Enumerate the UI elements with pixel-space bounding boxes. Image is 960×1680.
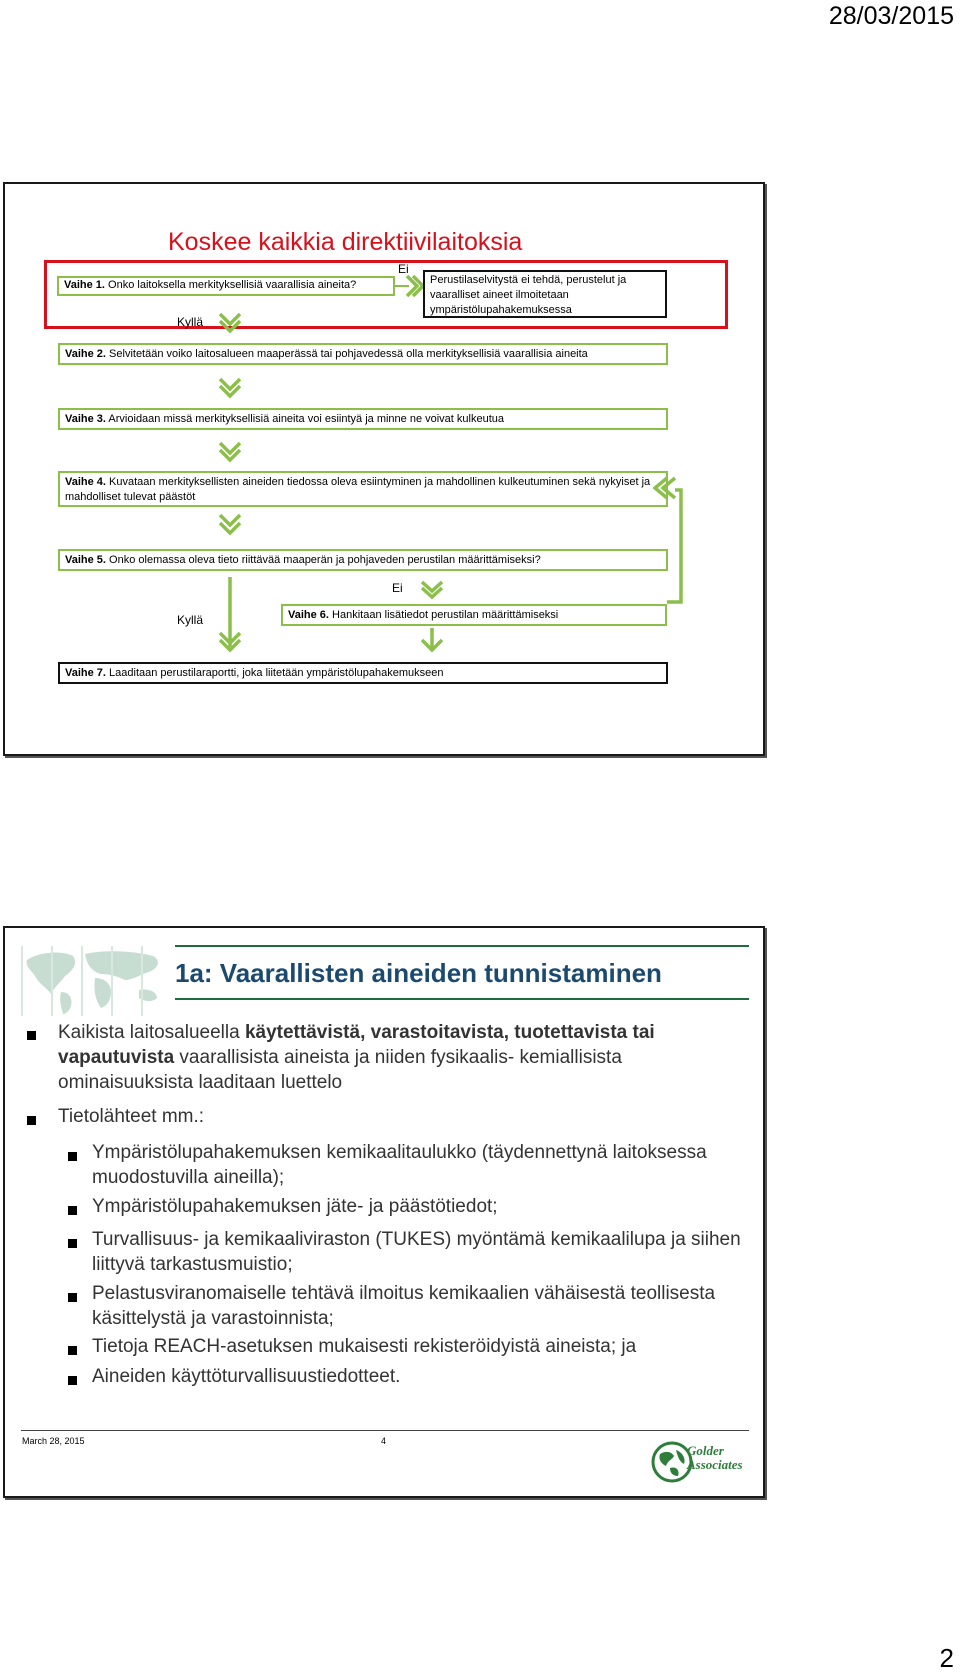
step-3-box: [58, 408, 668, 430]
sub-bullet-2: Ympäristölupahakemuksen jäte- ja päästötiedot;: [92, 1196, 498, 1217]
sub-bullet-6: Aineiden käyttöturvallisuustiedotteet.: [92, 1366, 401, 1387]
title-top-rule: [175, 945, 749, 947]
logo-line-2: Associates: [687, 1457, 743, 1472]
step-6-box: [281, 604, 667, 626]
yes-path-connector: [218, 577, 248, 657]
bullet-1-pre: Kaikista laitosalueella: [58, 1022, 245, 1043]
sub-bullet-marker: [68, 1289, 77, 1307]
arrow-down-icon: [218, 441, 242, 465]
step-6-text: Hankitaan lisätiedot perustilan määrittämiseksi: [328, 609, 559, 621]
step-5-box: [58, 549, 668, 571]
step-5-text: Onko olemassa oleva tieto riittävää maaperän ja pohjaveden perustilan määrittämiseksi?: [105, 554, 541, 566]
sub-bullet-marker: [68, 1202, 77, 1220]
footer-rule: [21, 1430, 749, 1431]
no-label: Ei: [398, 262, 409, 276]
footer-page: 4: [381, 1436, 387, 1446]
step-7-text: Laaditaan perustilaraportti, joka liitetään ympäristölupahakemukseen: [105, 667, 444, 679]
step-3-text: Arvioidaan missä merkityksellisiä aineita voi esiintyä ja minne ne voivat kulkeutua: [105, 413, 505, 425]
bullet-1-post: vaarallisista aineista ja niiden fysikaalis- kemiallisista ominaisuuksista laaditaan luettelo: [58, 1047, 622, 1093]
step-1-prefix: Vaihe 1.: [64, 279, 105, 291]
sub-bullet-3: Turvallisuus- ja kemikaaliviraston (TUKES) myöntämä kemikaalilupa ja siihen liittyvä tarkastusmuistio;: [92, 1229, 741, 1275]
step-4-prefix: Vaihe 4.: [65, 476, 106, 488]
golder-logo-text: [687, 1444, 743, 1472]
text-slide: [3, 926, 765, 1498]
bullet-2: Tietolähteet mm.:: [58, 1106, 205, 1127]
world-map-icon: [21, 946, 171, 1016]
sub-bullet-marker: [68, 1372, 77, 1390]
slide-title: Koskee kaikkia direktiivilaitoksia: [168, 228, 523, 256]
arrow-down-icon: [218, 513, 242, 541]
title-bottom-rule: [175, 998, 749, 1000]
step-5-prefix: Vaihe 5.: [65, 554, 106, 566]
sub-bullet-5: Tietoja REACH-asetuksen mukaisesti rekisteröidyistä aineista; ja: [92, 1336, 637, 1357]
arrow-down-icon: [218, 377, 242, 401]
sub-bullet-1: Ympäristölupahakemuksen kemikaalitaulukko (täydennettynä laitoksessa muodostuvilla aineilla);: [92, 1142, 707, 1188]
sub-bullet-4: Pelastusviranomaiselle tehtävä ilmoitus kemikaalien vähäisestä teollisesta käsittelystä ja varastoinnista;: [92, 1283, 716, 1329]
step-7-box: [58, 662, 668, 684]
step-2-box: [58, 343, 668, 365]
step-3-prefix: Vaihe 3.: [65, 413, 106, 425]
bullet-1-bold: käytettävistä, varastoitavista, tuotettavista tai vapautuvista: [58, 1022, 655, 1068]
page-date: 28/03/2015: [828, 2, 954, 30]
step-2-text: Selvitetään voiko laitosalueen maaperässä tai pohjavedessä olla merkityksellisiä vaarallisia aineita: [105, 348, 588, 360]
loop-connector: [653, 470, 693, 612]
step-1-text: Onko laitoksella merkityksellisiä vaarallisia aineita?: [104, 279, 357, 291]
bullet-1: [58, 1020, 748, 1095]
step-5-yes-label: Kyllä: [177, 613, 204, 627]
step-4-box: [58, 471, 668, 507]
no-result-box: Perustilaselvitystä ei tehdä, perustelut ja vaaralliset aineet ilmoitetaan ympäristölupahakemuksessa: [423, 270, 667, 318]
bullet-marker: [27, 1027, 36, 1045]
sub-bullet-marker: [68, 1235, 77, 1253]
logo-line-1: Golder: [687, 1443, 724, 1458]
arrow-down-icon: [420, 580, 444, 602]
arrow-down-icon: [218, 312, 242, 336]
sub-bullet-marker: [68, 1148, 77, 1166]
step-4-text: Kuvataan merkityksellisten aineiden tiedossa oleva esiintyminen ja mahdollinen kulkeutuminen sekä nykyiset ja mahdolliset tulevat päästöt: [65, 476, 651, 503]
step-7-prefix: Vaihe 7.: [65, 667, 106, 679]
footer-date: March 28, 2015: [22, 1436, 85, 1446]
slide-title: 1a: Vaarallisten aineiden tunnistaminen: [175, 958, 662, 988]
page-number: 2: [939, 1643, 954, 1673]
arrow-down-icon: [420, 628, 444, 660]
step-5-no-label: Ei: [392, 581, 403, 595]
bullet-marker: [27, 1112, 36, 1130]
yes-label: Kyllä: [177, 315, 204, 329]
step-1-box: [57, 276, 395, 296]
flowchart-slide: [3, 182, 765, 756]
sub-bullet-marker: [68, 1342, 77, 1360]
step-6-prefix: Vaihe 6.: [288, 609, 329, 621]
step-2-prefix: Vaihe 2.: [65, 348, 106, 360]
